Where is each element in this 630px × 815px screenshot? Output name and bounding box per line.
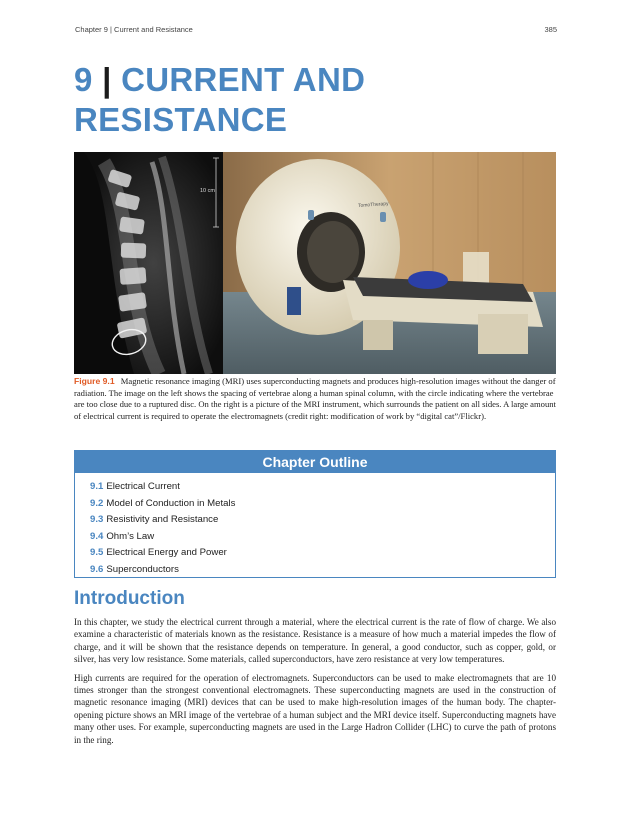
outline-item-title: Electrical Current: [106, 481, 180, 492]
outline-item[interactable]: [90, 496, 555, 513]
mri-room-illustration: [223, 152, 556, 374]
outline-item[interactable]: [90, 529, 555, 546]
chapter-number: 9: [74, 61, 93, 98]
introduction-body: [74, 616, 556, 752]
figure-9-1: [74, 152, 556, 374]
outline-item[interactable]: [90, 562, 555, 579]
mri-machine-photo: [223, 152, 556, 374]
chapter-outline-box: [74, 450, 556, 578]
outline-item-title: Resistivity and Resistance: [106, 514, 219, 526]
running-title: Chapter 9 | Current and Resistance: [75, 25, 193, 34]
chapter-outline-list: [75, 473, 555, 579]
chapter-title-line1: CURRENT AND: [121, 61, 366, 98]
outline-item-number: 9.1: [90, 481, 104, 492]
intro-paragraph: In this chapter, we study the electrical current through a material, where the electrical current is the rate of flow of charge. We also examine a characteristic of materials known as the resistance. Resistance is a measure of how much a material impedes the flow of charge, and it will be shown that the resistance depends on temperature. In general, a good conductor, such as copper, gold, or silver, has very low resistance. Some materials, called superconductors, have zero resistance at very low temperatures.: [74, 617, 556, 665]
figure-label: Figure 9.1: [74, 376, 115, 386]
chapter-outline-heading: Chapter Outline: [75, 451, 555, 473]
outline-item-title: Electrical Energy and Power: [106, 547, 227, 559]
figure-caption-text: Magnetic resonance imaging (MRI) uses superconducting magnets and produces high-resolution images without the danger of radiation. The image on the left shows the spacing of vertebrae along a human spinal column, with the circle indicating where the vertebrae are too close due to a ruptured disc. On the right is a picture of the MRI instrument, which surrounds the patient on all sides. A large amount of electrical current is required to operate the electromagnets (credit right: modification of work by “digital cat”/Flickr).: [74, 376, 556, 421]
machine-brand-label: TomoTherapy: [357, 200, 389, 210]
page-number: 385: [544, 25, 557, 34]
scale-bar-label: 10 cm: [200, 188, 215, 194]
outline-item-number: 9.3: [90, 514, 104, 526]
spine-scan-illustration: [74, 152, 223, 374]
outline-item-number: 9.6: [90, 563, 104, 575]
outline-item-number: 9.2: [90, 497, 104, 509]
outline-item-title: Superconductors: [106, 563, 179, 575]
chapter-separator: |: [102, 61, 112, 98]
outline-item[interactable]: [90, 545, 555, 562]
figure-caption: [74, 376, 556, 422]
running-header: [75, 25, 557, 34]
intro-paragraph: High currents are required for the operation of electromagnets. Superconductors can be used to make electromagnets that are 10 times stronger than the strongest conventional electromagnets. These superconducting magnets are used in the construction of magnetic resonance imaging (MRI) devices that can be used to make high-resolution images of the human body. The chapter-opening picture shows an MRI image of the vertebrae of a human subject and the MRI device itself. Superconducting magnets have many other uses. For example, superconducting magnets are used in the Large Hadron Collider (LHC) to curve the path of protons in the ring.: [74, 672, 556, 745]
chapter-title: [74, 60, 554, 140]
outline-item-title: Model of Conduction in Metals: [106, 497, 236, 509]
outline-item-title: Ohm’s Law: [106, 530, 155, 542]
introduction-heading: Introduction: [74, 588, 185, 609]
outline-item[interactable]: [90, 479, 555, 496]
outline-item[interactable]: [90, 512, 555, 529]
outline-item-number: 9.5: [90, 547, 104, 559]
mri-spine-scan-image: [74, 152, 223, 374]
outline-item-number: 9.4: [90, 530, 104, 542]
chapter-title-line2: RESISTANCE: [74, 101, 288, 138]
